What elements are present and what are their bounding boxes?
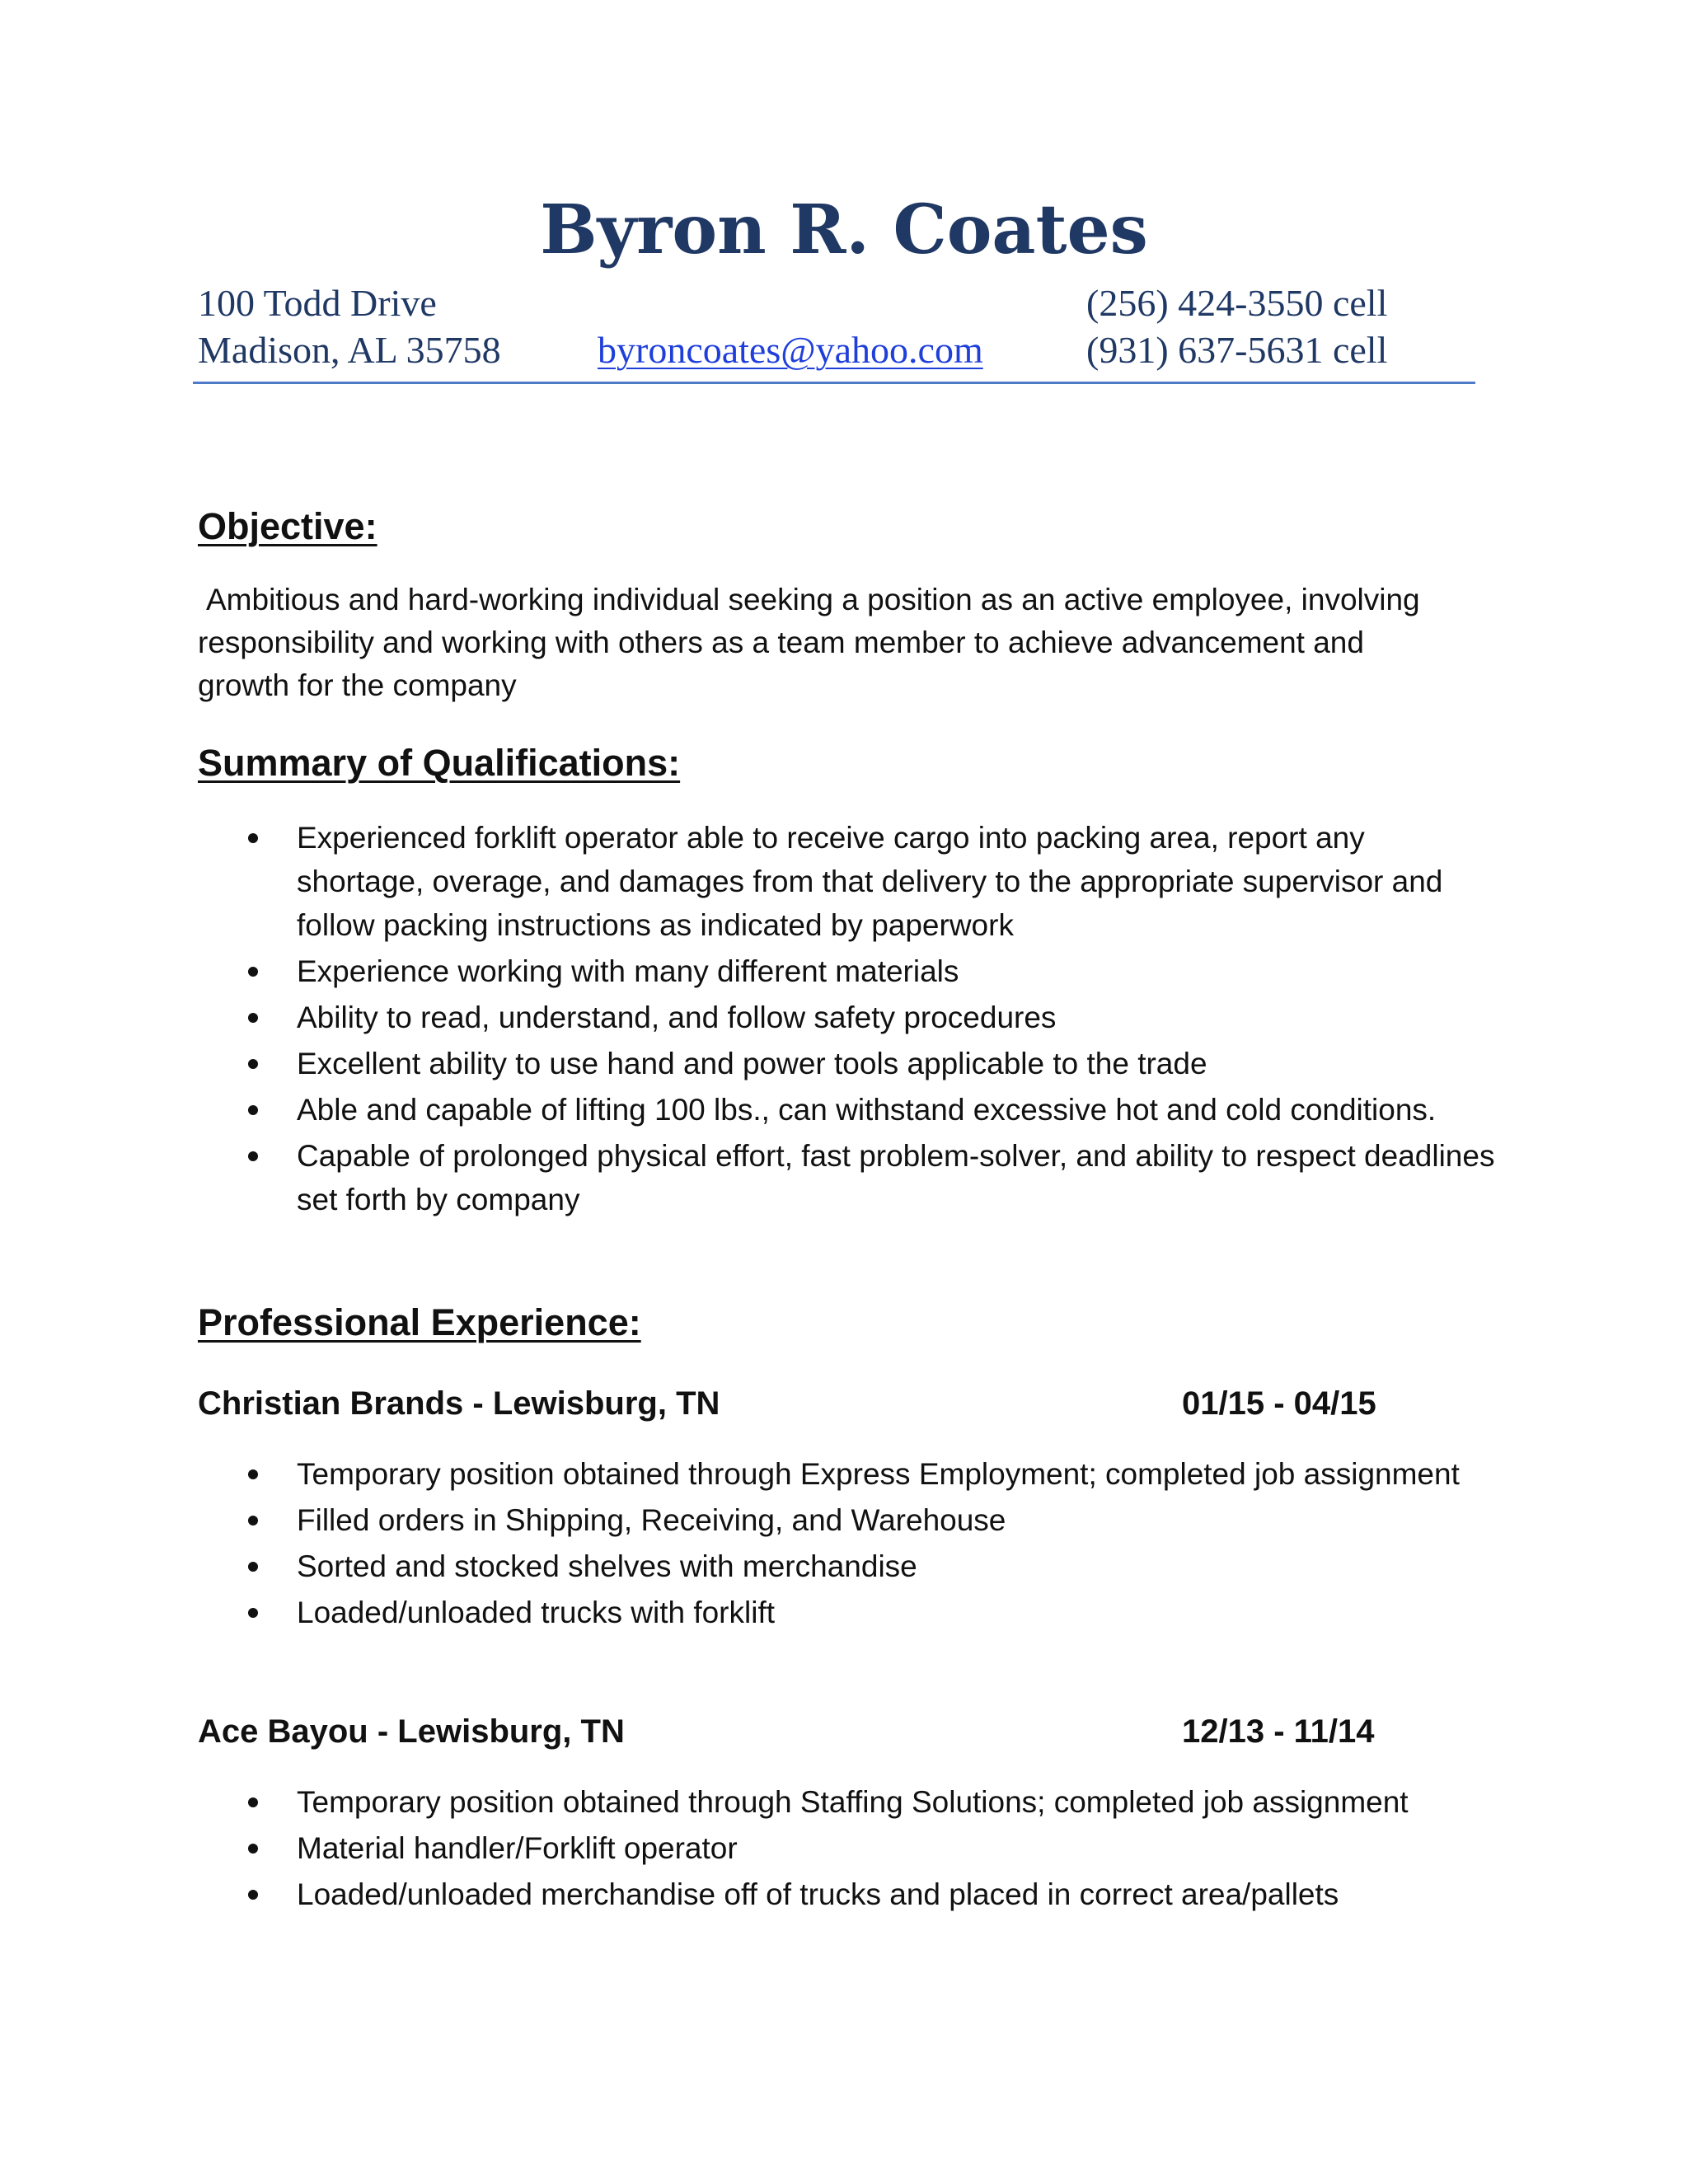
list-item <box>198 1826 1500 1870</box>
job-title: Christian Brands - Lewisburg, TN <box>198 1385 720 1422</box>
duty-text: Material handler/Forklift operator <box>297 1831 738 1865</box>
qualification-text: Excellent ability to use hand and power tools applicable to the trade <box>297 1047 1207 1080</box>
bullet-icon <box>248 1013 258 1023</box>
list-item <box>198 1088 1500 1132</box>
candidate-name: Byron R. Coates <box>540 190 1148 269</box>
qualification-text: Capable of prolonged physical effort, fast problem-solver, and ability to respect deadlines set forth by company <box>297 1139 1495 1216</box>
qualification-text: Able and capable of lifting 100 lbs., can withstand excessive hot and cold conditions. <box>297 1093 1437 1127</box>
bullet-icon <box>248 967 258 977</box>
bullet-icon <box>248 1890 258 1900</box>
list-item <box>198 1498 1500 1542</box>
list-item <box>198 1134 1500 1221</box>
qualification-text: Ability to read, understand, and follow safety procedures <box>297 1001 1057 1034</box>
objective-paragraph: Ambitious and hard-working individual seeking a position as an active employee, involving responsibility and working with others as a team member to achieve advancement and growth for the company <box>198 583 1420 702</box>
bullet-icon <box>248 1151 258 1161</box>
header-divider <box>193 382 1475 384</box>
job-duties-list <box>198 1452 1500 1637</box>
job-dates: 01/15 - 04/15 <box>1182 1385 1376 1422</box>
bullet-icon <box>248 1562 258 1572</box>
bullet-icon <box>248 1469 258 1479</box>
duty-text: Temporary position obtained through Staffing Solutions; completed job assignment <box>297 1785 1409 1819</box>
job-title: Ace Bayou - Lewisburg, TN <box>198 1713 625 1750</box>
qualification-text: Experience working with many different materials <box>297 954 959 988</box>
qualifications-list <box>198 816 1500 1224</box>
bullet-icon <box>248 1844 258 1854</box>
list-item <box>198 1591 1500 1634</box>
bullet-icon <box>248 1105 258 1115</box>
list-item <box>198 816 1500 947</box>
experience-heading: Professional Experience: <box>198 1301 641 1343</box>
list-item <box>198 1042 1500 1085</box>
qualification-text: Experienced forklift operator able to receive cargo into packing area, report any shortage, overage, and damages from that delivery to the appropriate supervisor and follow packing instructions as indicated by paperwork <box>297 821 1443 942</box>
duty-text: Sorted and stocked shelves with merchandise <box>297 1549 917 1583</box>
objective-text <box>198 579 1451 707</box>
phone-primary: (256) 424-3550 cell <box>1086 282 1388 324</box>
duty-text: Loaded/unloaded trucks with forklift <box>297 1596 776 1629</box>
phone-secondary: (931) 637-5631 cell <box>1086 329 1388 371</box>
qualifications-heading: Summary of Qualifications: <box>198 742 681 784</box>
list-item <box>198 1452 1500 1496</box>
bullet-icon <box>248 1059 258 1069</box>
bullet-icon <box>248 833 258 843</box>
job-duties-list <box>198 1780 1500 1919</box>
email-link[interactable]: byroncoates@yahoo.com <box>598 329 983 371</box>
list-item <box>198 1780 1500 1824</box>
bullet-icon <box>248 1797 258 1807</box>
duty-text: Loaded/unloaded merchandise off of trucks and placed in correct area/pallets <box>297 1877 1339 1911</box>
list-item <box>198 1544 1500 1588</box>
list-item <box>198 996 1500 1039</box>
bullet-icon <box>248 1608 258 1618</box>
duty-text: Temporary position obtained through Express Employment; completed job assignment <box>297 1457 1460 1491</box>
list-item <box>198 949 1500 993</box>
objective-heading: Objective: <box>198 505 377 547</box>
address-line-1: 100 Todd Drive <box>198 282 437 324</box>
list-item <box>198 1872 1500 1916</box>
bullet-icon <box>248 1516 258 1526</box>
job-dates: 12/13 - 11/14 <box>1182 1713 1375 1750</box>
address-line-2: Madison, AL 35758 <box>198 329 501 371</box>
duty-text: Filled orders in Shipping, Receiving, and Warehouse <box>297 1503 1006 1537</box>
